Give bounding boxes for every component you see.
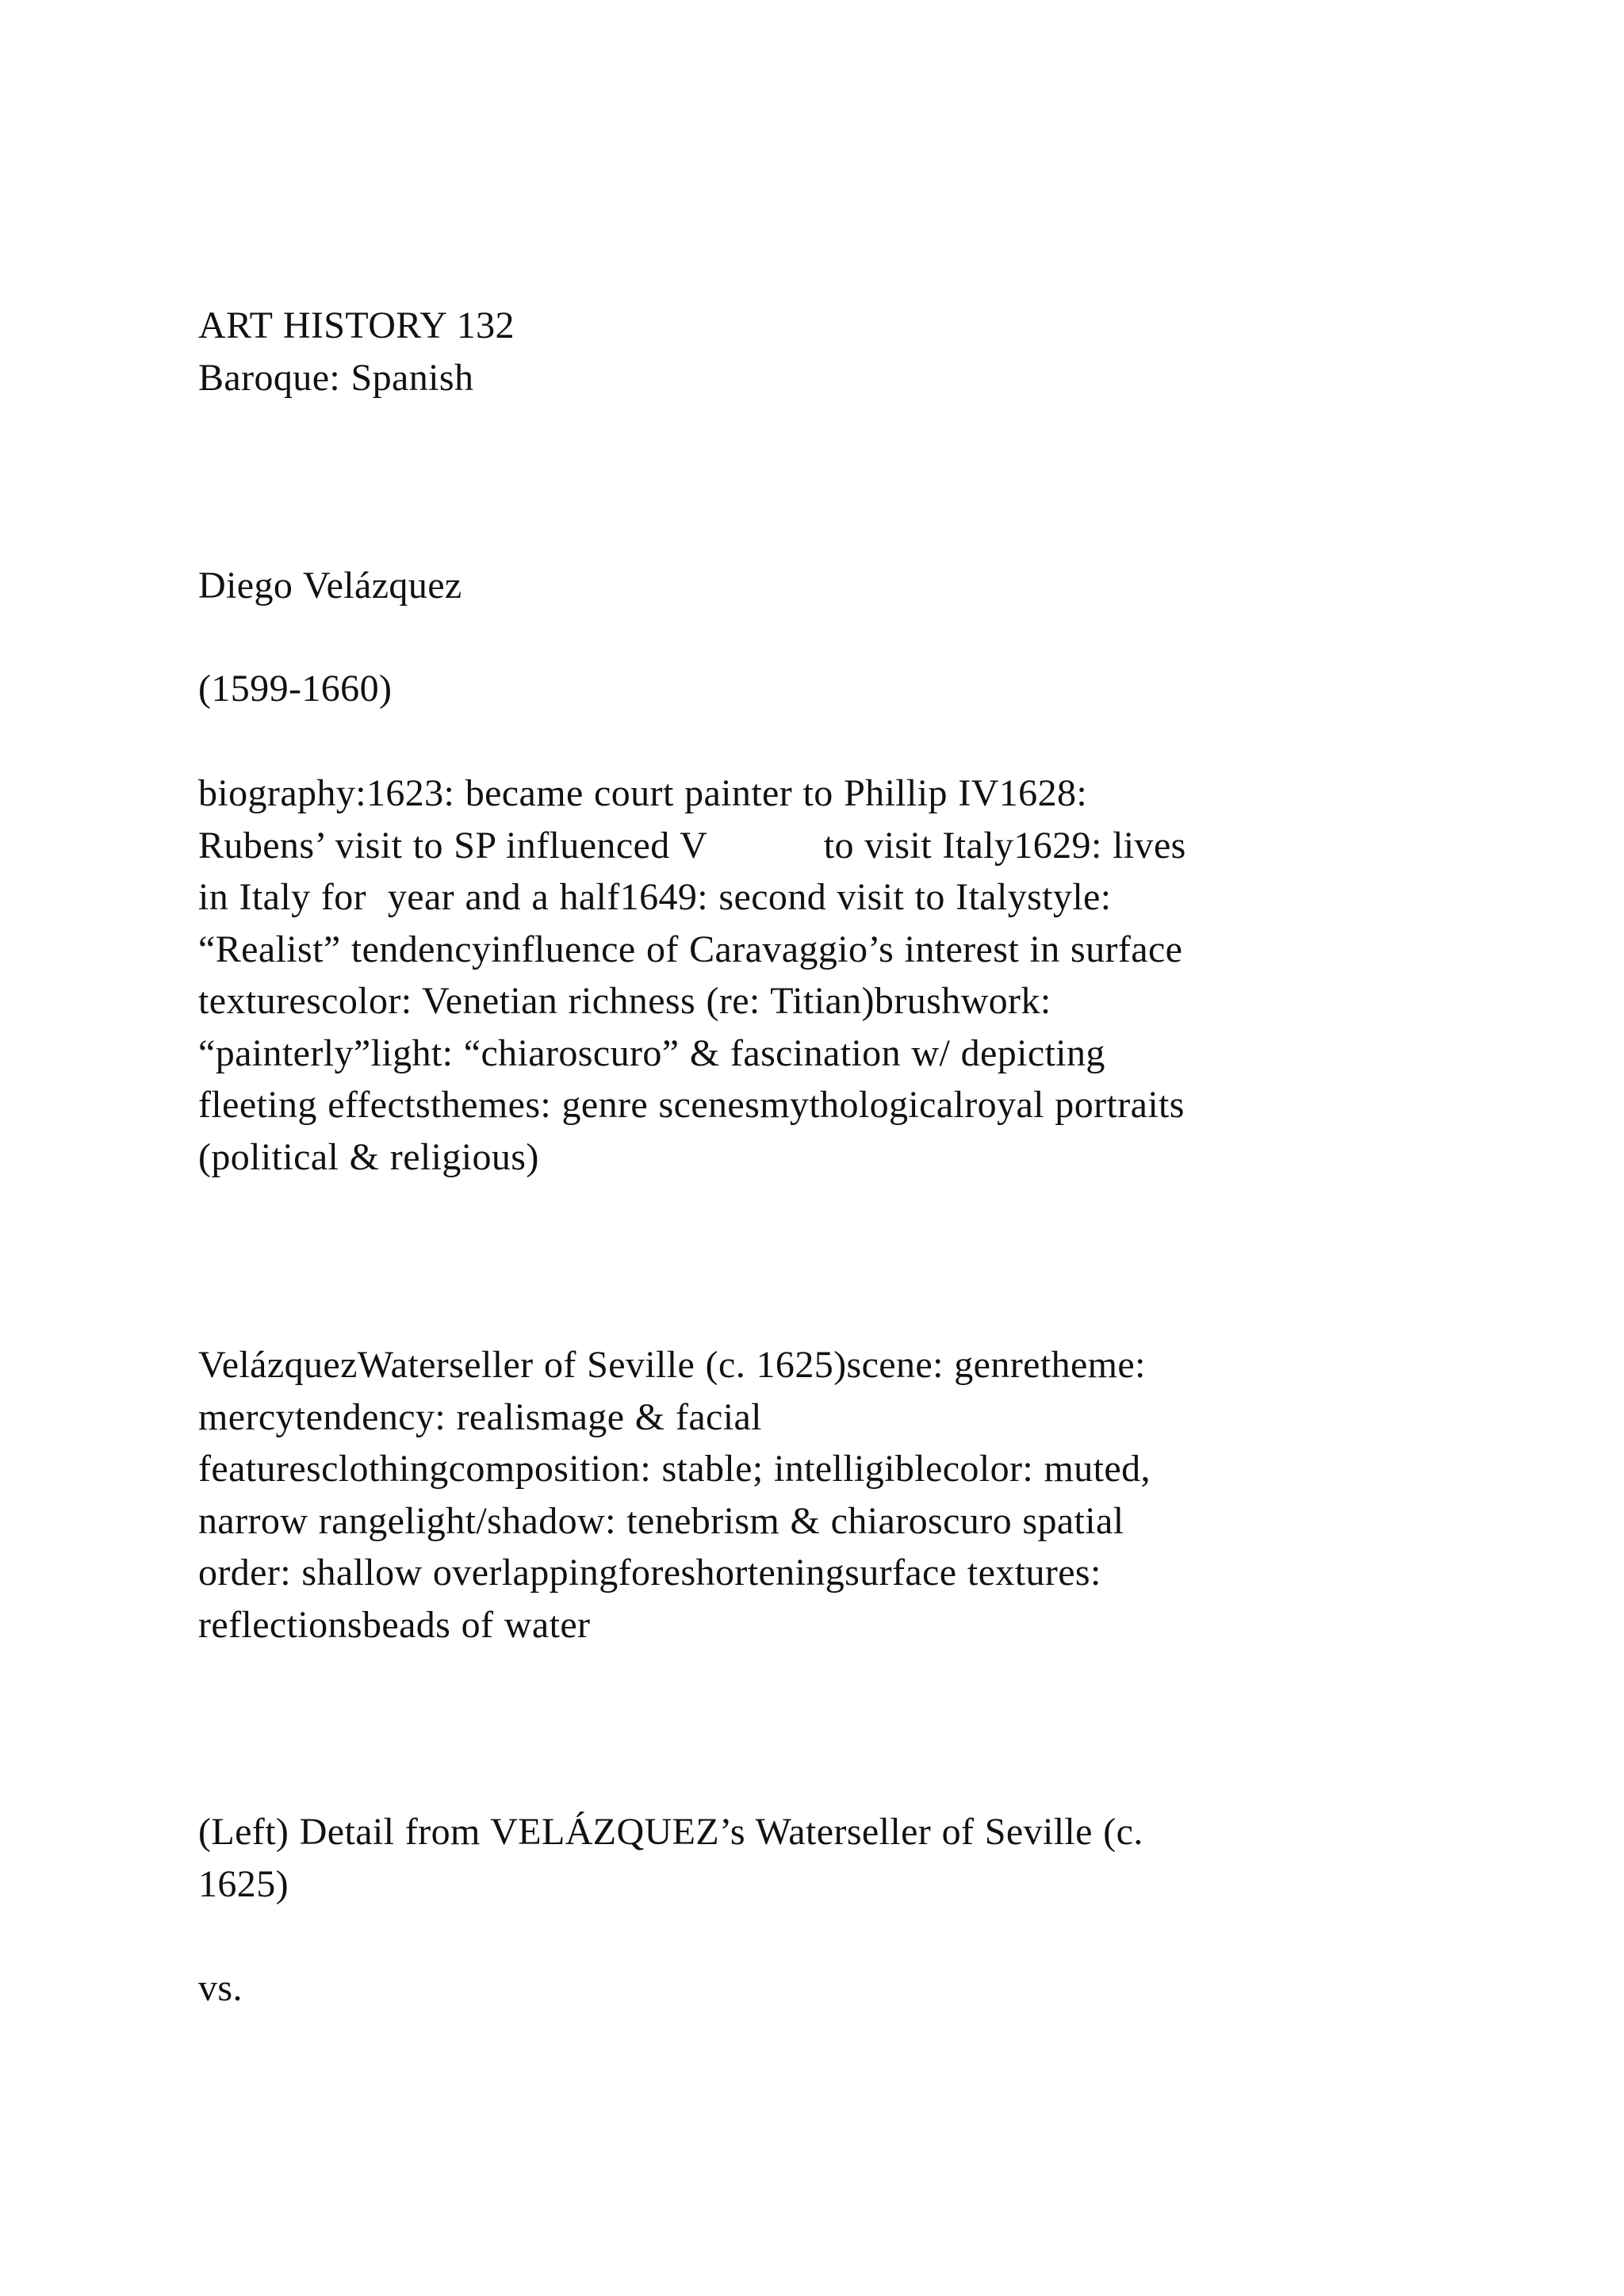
course-title: ART HISTORY 132 bbox=[198, 304, 515, 346]
detail-caption bbox=[198, 1806, 1435, 1910]
biography-paragraph bbox=[198, 767, 1435, 1183]
waterseller-paragraph bbox=[198, 1339, 1435, 1651]
paragraph-line: (political & religious) bbox=[198, 1135, 539, 1178]
vs-text: vs. bbox=[198, 1967, 243, 2009]
caption-line: (Left) Detail from VELÁZQUEZ’s Waterseller of Seville (c. bbox=[198, 1811, 1143, 1853]
comparison-vs bbox=[198, 1962, 1435, 2015]
paragraph-line: featuresclothingcomposition: stable; intelligiblecolor: muted, bbox=[198, 1448, 1151, 1490]
paragraph-line: narrow rangelight/shadow: tenebrism & chiaroscuro spatial bbox=[198, 1499, 1124, 1542]
paragraph-line: in Italy for year and a half1649: second visit to Italystyle: bbox=[198, 876, 1112, 918]
artist-name bbox=[198, 560, 1435, 612]
course-header bbox=[198, 300, 1435, 404]
paragraph-line: “painterly”light: “chiaroscuro” & fascination w/ depicting bbox=[198, 1031, 1105, 1074]
paragraph-line: Rubens’ visit to SP influenced V to visit Italy1629: lives bbox=[198, 824, 1186, 867]
paragraph-line: “Realist” tendencyinfluence of Caravaggio’s interest in surface bbox=[198, 928, 1183, 970]
paragraph-line: biography:1623: became court painter to Phillip IV1628: bbox=[198, 772, 1088, 814]
artist-dates bbox=[198, 663, 1435, 715]
paragraph-line: texturescolor: Venetian richness (re: Titian)brushwork: bbox=[198, 980, 1051, 1022]
artist-name-text: Diego Velázquez bbox=[198, 564, 462, 607]
paragraph-line: mercytendency: realismage & facial bbox=[198, 1395, 762, 1438]
artist-dates-text: (1599-1660) bbox=[198, 668, 393, 710]
paragraph-line: fleeting effectsthemes: genre scenesmythologicalroyal portraits bbox=[198, 1084, 1185, 1126]
paragraph-line: VelázquezWaterseller of Seville (c. 1625)scene: genretheme: bbox=[198, 1344, 1146, 1386]
caption-line: 1625) bbox=[198, 1862, 289, 1905]
course-topic: Baroque: Spanish bbox=[198, 356, 474, 399]
paragraph-line: order: shallow overlappingforeshorteningsurface textures: bbox=[198, 1552, 1101, 1594]
paragraph-line: reflectionsbeads of water bbox=[198, 1603, 591, 1646]
